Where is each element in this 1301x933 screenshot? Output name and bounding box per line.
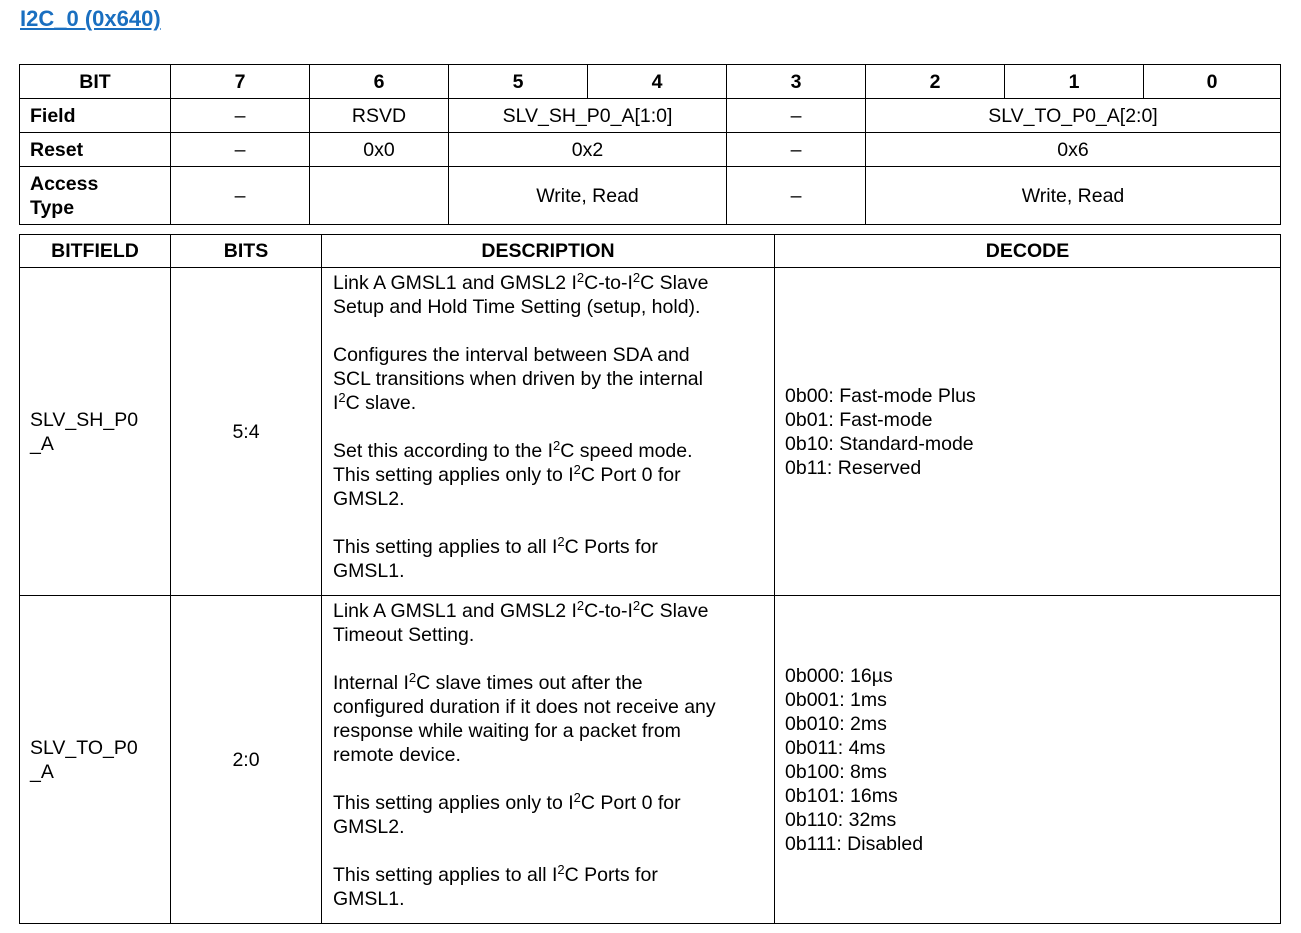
field-cell: RSVD [310, 99, 449, 133]
bitfield-table [19, 234, 1281, 924]
access-row [20, 167, 1281, 225]
bit-header-cell: 2 [866, 65, 1005, 99]
description-paragraph: Link A GMSL1 and GMSL2 $I^2C-to-I^2C$ Slave Setup and Hold Time Setting (setup, hold). [333, 270, 709, 318]
description-paragraph: Set this according to the $I^2C$ speed mode. This setting applies only to $I^2C$ Port 0 for GMSL2. [333, 438, 693, 510]
decode-text: 0b00: Fast-mode Plus 0b01: Fast-mode 0b10: Standard-mode 0b11: Reserved [785, 384, 976, 479]
bit-header-cell: 4 [588, 65, 727, 99]
bitfield-header-row [20, 235, 1281, 268]
row-label [20, 167, 171, 225]
field-cell: SLV_TO_P0_A[2:0] [866, 99, 1281, 133]
access-label-line: Access [30, 172, 99, 195]
bitfield-name-text: SLV_TO_P0 _A [30, 736, 138, 783]
bit-header-cell: 7 [171, 65, 310, 99]
field-row [20, 99, 1281, 133]
column-header: DESCRIPTION [322, 235, 775, 268]
bitfield-description [322, 268, 775, 596]
table-row [20, 596, 1281, 924]
access-cell [310, 167, 449, 225]
page-title[interactable]: I2C_0 (0x640) [20, 6, 161, 31]
bitfield-description [322, 596, 775, 924]
access-cell: – [171, 167, 310, 225]
access-label-line: Type [30, 196, 75, 219]
field-cell: SLV_SH_P0_A[1:0] [449, 99, 727, 133]
field-cell: – [727, 99, 866, 133]
register-bit-table [19, 64, 1281, 225]
column-header: DECODE [775, 235, 1281, 268]
description-paragraph: Link A GMSL1 and GMSL2 $I^2C-to-I^2C$ Slave Timeout Setting. [333, 598, 709, 646]
table-row [20, 268, 1281, 596]
reset-row [20, 133, 1281, 167]
bitfield-name [20, 268, 171, 596]
bitfield-bits: 5:4 [171, 268, 322, 596]
bit-header-cell: 0 [1144, 65, 1281, 99]
bitfield-decode [775, 268, 1281, 596]
decode-text: 0b000: 16µs 0b001: 1ms 0b010: 2ms 0b011: 4ms 0b100: 8ms 0b101: 16ms 0b110: 32ms 0b111: Disabled [785, 664, 924, 855]
reset-cell: – [171, 133, 310, 167]
description-paragraph: This setting applies to all $I^2C$ Ports for GMSL1. [333, 862, 658, 910]
bit-header-cell: 6 [310, 65, 449, 99]
description-paragraph: Internal $I^2C$ slave times out after the configured duration if it does not receive any response while waiting for a packet from remote device. [333, 670, 716, 766]
bit-header-cell: 5 [449, 65, 588, 99]
column-header: BITS [171, 235, 322, 268]
reset-cell: 0x0 [310, 133, 449, 167]
row-label: Reset [20, 133, 171, 167]
field-cell: – [171, 99, 310, 133]
column-header: BITFIELD [20, 235, 171, 268]
access-cell: Write, Read [449, 167, 727, 225]
description-paragraph: Configures the interval between SDA and SCL transitions when driven by the internal $I^2C$ slave. [333, 344, 703, 414]
bit-header-cell: 3 [727, 65, 866, 99]
access-cell: – [727, 167, 866, 225]
reset-cell: 0x2 [449, 133, 727, 167]
bitfield-name-text: SLV_SH_P0 _A [30, 408, 139, 455]
description-paragraph: This setting applies to all $I^2C$ Ports for GMSL1. [333, 534, 658, 582]
bit-header-cell: BIT [20, 65, 171, 99]
access-cell: Write, Read [866, 167, 1281, 225]
row-label: Field [20, 99, 171, 133]
reset-cell: 0x6 [866, 133, 1281, 167]
bit-header-cell: 1 [1005, 65, 1144, 99]
description-paragraph: This setting applies only to $I^2C$ Port 0 for GMSL2. [333, 790, 681, 838]
bitfield-bits: 2:0 [171, 596, 322, 924]
bitfield-name [20, 596, 171, 924]
bit-header-row [20, 65, 1281, 99]
bitfield-decode [775, 596, 1281, 924]
reset-cell: – [727, 133, 866, 167]
